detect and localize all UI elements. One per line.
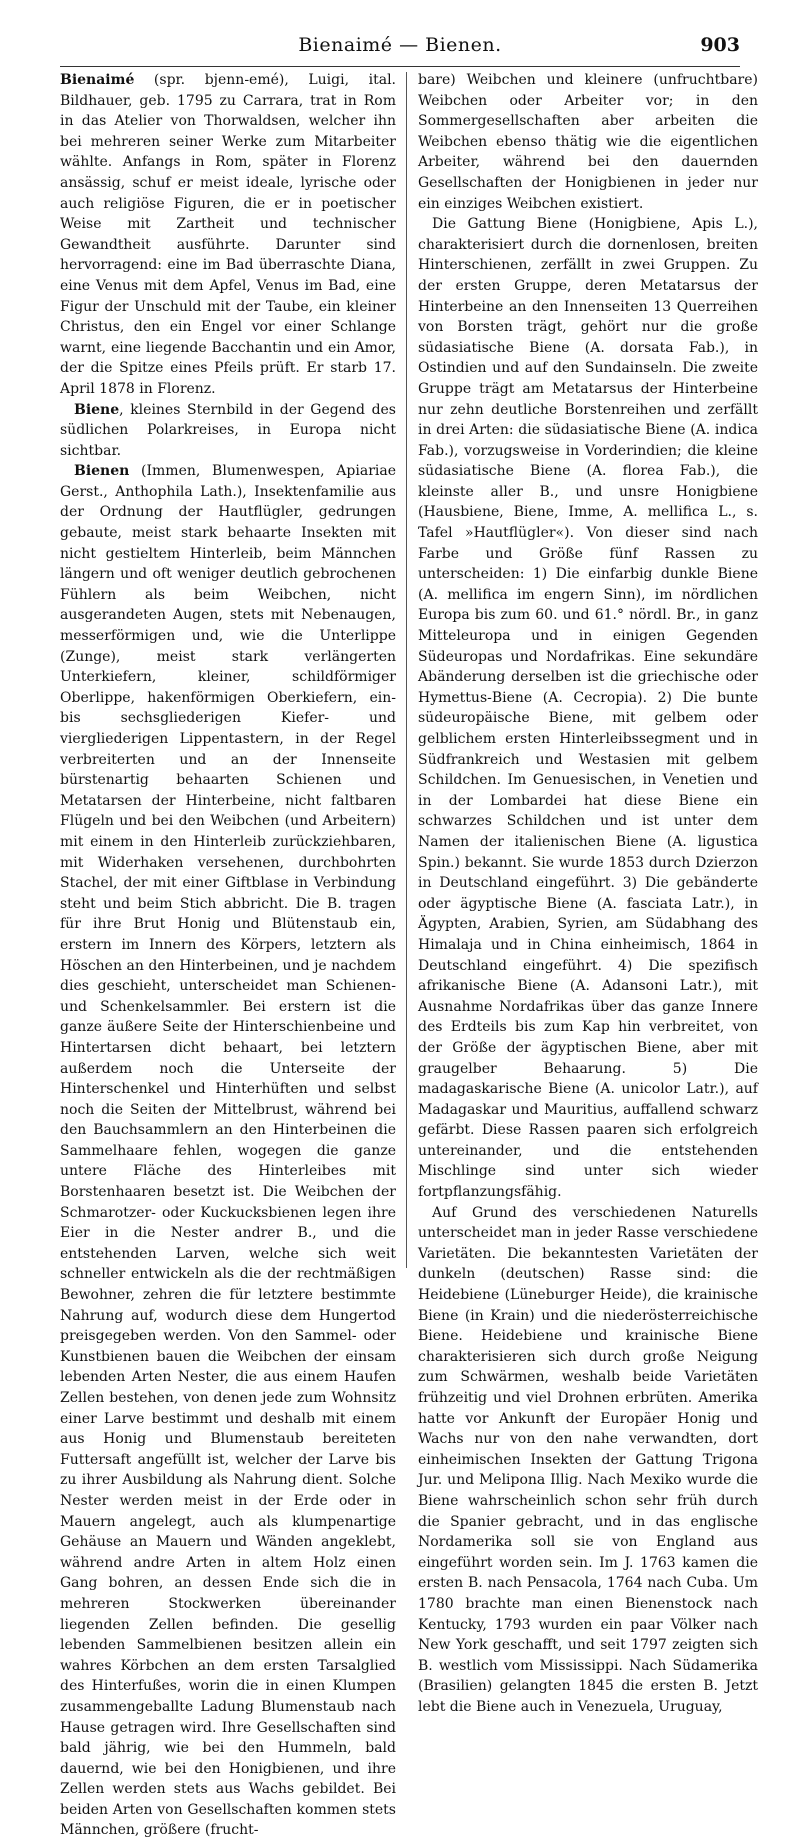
entry-text: (Immen, Blumenwespen, Apiariae Gerst., Anthophila Lath.), Insektenfamilie aus der Ordnung der Hautflügler, gedrungen gebaute, meist stark behaarte Insekten mit nicht gestieltem Hinterleib, beim Männchen längern und oft weniger deutlich gebrochenen Fühlern als beim Weibchen, nicht ausgerandeten Augen, stets mit Nebenaugen, messerförmigen und, wie die Unterlippe (Zunge), meist stark verlängerten Unterkiefern, kleiner, schildförmiger Oberlippe, hakenförmigen Oberkiefern, ein- bis sechsgliederigen Kiefer- und viergliederigen Lippentastern, in der Regel verbreiterten und an der Innenseite bürstenartig behaarten Schienen und Metatarsen der Hinterbeine, nicht faltbaren Flügeln und bei den Weibchen (und Arbeitern) mit einem in den Hinterleib zurückziehbaren, mit Widerhaken versehenen, durchbohrten Stachel, der mit einer Giftblase in Verbindung steht und beim Stich abbricht. Die B. tragen für ihre Brut Honig und Blütenstaub ein, erstern im Innern des Körpers, letztern als Höschen an den Hinterbeinen, und je nachdem dies geschieht, unterscheidet man Schienen- und Schenkelsammler. Bei erstern ist die ganze äußere Seite der Hinterschienbeine und Hintertarsen dicht behaart, bei letztern außerdem noch die Unterseite der Hinterschenkel und Hinterhüften und selbst noch die Seiten der Mittelbrust, während bei den Bauchsammlern an den Hinterbeinen die Sammelhaare fehlen, wogegen die ganze untere Fläche des Hinterleibes mit Borstenhaaren besetzt ist. Die Weibchen der Schmarotzer- oder Kuckucksbienen legen ihre Eier in die Nester andrer B., und die entstehenden Larven, welche sich weit schneller entwickeln als die der rechtmäßigen Bewohner, zehren die für letztere bestimmte Nahrung auf, wodurch diese dem Hungertod preisgegeben werden. Von den Sammel- oder Kunstbienen bauen die Weibchen der einsam lebenden Arten Nester, die aus einem Haufen Zellen bestehen, von denen jede zum Wohnsitz einer Larve bestimmt und deshalb mit einem aus Honig und Blumenstaub bereiteten Futtersaft angefüllt ist, welcher der Larve bis zu ihrer Ausbildung als Nahrung dient. Solche Nester werden meist in der Erde oder in Mauern angelegt, auch als klumpenartige Gehäuse an Mauern und Wänden angeklebt, während andre Arten in altem Holz einen Gang bohren, an dessen Ende sich die in mehreren Stockwerken übereinander liegenden Zellen befinden. Die gesellig lebenden Sammelbienen besitzen allein ein wahres Körbchen an dem ersten Tarsalglied des Hinterfußes, worin die in einen Klumpen zusammengeballte Ladung Blumenstaub nach Hause getragen wird. Ihre Gesellschaften sind bald jährig, wie bei den Hummeln, bald dauernd, wie bei den Honigbienen, und ihre Zellen werden stets aus Wachs gebildet. Bei beiden Arten von Gesellschaften kommen stets Männchen, größere (frucht- xyxy=(60,463,396,1839)
page-number: 903 xyxy=(700,34,740,56)
entry-biene xyxy=(60,400,396,462)
headword: Bienen xyxy=(74,463,130,480)
running-header xyxy=(60,34,740,64)
paragraph: Die Gattung Biene (Honigbiene, Apis L.), charakterisiert durch die dornenlosen, breiten Hinterschienen, zerfällt in zwei Gruppen. Zu der ersten Gruppe, deren Metatarsus der Hinterbeine an den Innenseiten 13 Querreihen von Borsten trägt, gehört nur die große südasiatische Biene (A. dorsata Fab.), in Ostindien und auf den Sundainseln. Die zweite Gruppe trägt am Metatarsus der Hinterbeine nur zehn deutliche Borstenreihen und zerfällt in drei Arten: die südasiatische Biene (A. indica Fab.), vorzugsweise in Vorderindien; die kleine südasiatische Biene (A. florea Fab.), die kleinste aller B., und unsre Honigbiene (Hausbiene, Biene, Imme, A. mellifica L., s. Tafel »Hautflügler«). Von dieser sind nach Farbe und Größe fünf Rassen zu unterscheiden: 1) Die einfarbig dunkle Biene (A. mellifica im engern Sinn), im nördlichen Europa bis zum 60. und 61.° nördl. Br., in ganz Mitteleuropa und in einigen Gegenden Südeuropas und Nordafrikas. Eine sekundäre Abänderung derselben ist die griechische oder Hymettus-Biene (A. Cecropia). 2) Die bunte südeuropäische Biene, mit gelbem oder gelblichem ersten Hinterleibssegment und in Südfrankreich und Westasien mit gelbem Schildchen. Im Genuesischen, in Venetien und in der Lombardei hat diese Biene ein schwarzes Schildchen und ist unter dem Namen der italienischen Biene (A. ligustica Spin.) bekannt. Sie wurde 1853 durch Dzierzon in Deutschland eingeführt. 3) Die gebänderte oder ägyptische Biene (A. fasciata Latr.), in Ägypten, Arabien, Syrien, am Südabhang des Himalaja und in China einheimisch, 1864 in Deutschland eingeführt. 4) Die spezifisch afrikanische Biene (A. Adansoni Latr.), mit Ausnahme Nordafrikas über das ganze Innere des Erdteils bis zum Kap hin verbreitet, von der Größe der ägyptischen Biene, aber mit graugelber Behaarung. 5) Die madagaskarische Biene (A. unicolor Latr.), auf Madagaskar und Mauritius, auffallend schwarz gefärbt. Diese Rassen paaren sich erfolgreich untereinander, und die entstehenden Mischlinge sind unter sich wieder fortpflanzungsfähig. xyxy=(418,216,758,1201)
right-column xyxy=(418,70,758,1718)
paragraph: Auf Grund des verschiedenen Naturells unterscheidet man in jeder Rasse verschiedene Varietäten. Die bekanntesten Varietäten der dunkeln (deutschen) Rasse sind: die Heidebiene (Lüneburger Heide), die krainische Biene (in Krain) und die niederösterreichische Biene. Heidebiene und krainische Biene charakterisieren sich durch große Neigung zum Schwärmen, weshalb beide Varietäten frühzeitig und viel Drohnen erbrüten. Amerika hatte vor Ankunft der Europäer Honig und Wachs nur von den nahe verwandten, dort einheimischen Insekten der Gattung Trigona Jur. und Melipona Illig. Nach Mexiko wurde die Biene wahrscheinlich schon sehr früh durch die Spanier gebracht, und in das englische Nordamerika soll sie von England aus eingeführt worden sein. Im J. 1763 kamen die ersten B. nach Pensacola, 1764 nach Cuba. Um 1780 brachte man einen Bienenstock nach Kentucky, 1793 wurden ein paar Völker nach New York geschafft, und seit 1797 zeigten sich B. westlich vom Mississippi. Nach Südamerika (Brasilien) gelangten 1845 die ersten B. Jetzt lebt die Biene auch in Venezuela, Uruguay, xyxy=(418,1204,758,1715)
entry-bienaime xyxy=(60,70,396,400)
entry-text: (spr. bjenn-emé), Luigi, ital. Bildhauer, geb. 1795 zu Carrara, trat in Rom in das Atelier von Thorwaldsen, welcher ihn bei mehreren seiner Werke zum Mitarbeiter wählte. Anfangs in Rom, später in Florenz ansässig, schuf er meist ideale, lyrische oder auch religiöse Figuren, die er in poetischer Weise mit Zartheit und technischer Gewandtheit ausführte. Darunter sind hervorragend: eine im Bad überraschte Diana, eine Venus mit dem Apfel, Venus im Bad, eine Figur der Unschuld mit der Taube, ein kleiner Christus, den ein Engel vor einer Schlange warnt, eine liegende Bacchantin und ein Amor, der die Spitze eines Pfeils prüft. Er starb 17. April 1878 in Florenz. xyxy=(60,72,396,397)
headword: Biene xyxy=(74,401,120,418)
entry-bienen xyxy=(60,461,396,1841)
entry-text: , kleines Sternbild in der Gegend des südlichen Polarkreises, in Europa nicht sichtbar. xyxy=(60,401,396,459)
paragraph: bare) Weibchen und kleinere (unfruchtbare) Weibchen oder Arbeiter vor; in den Sommergesellschaften aber arbeiten die Weibchen ebenso thätig wie die eigentlichen Arbeiter, während bei den dauernden Gesellschaften der Honigbienen in jeder nur ein einziges Weibchen existiert. xyxy=(418,72,758,212)
headword: Bienaimé xyxy=(60,72,135,88)
column-divider xyxy=(406,72,407,1268)
left-column xyxy=(60,70,396,1841)
header-rule xyxy=(60,66,740,67)
running-title: Bienaimé — Bienen. xyxy=(298,34,502,56)
